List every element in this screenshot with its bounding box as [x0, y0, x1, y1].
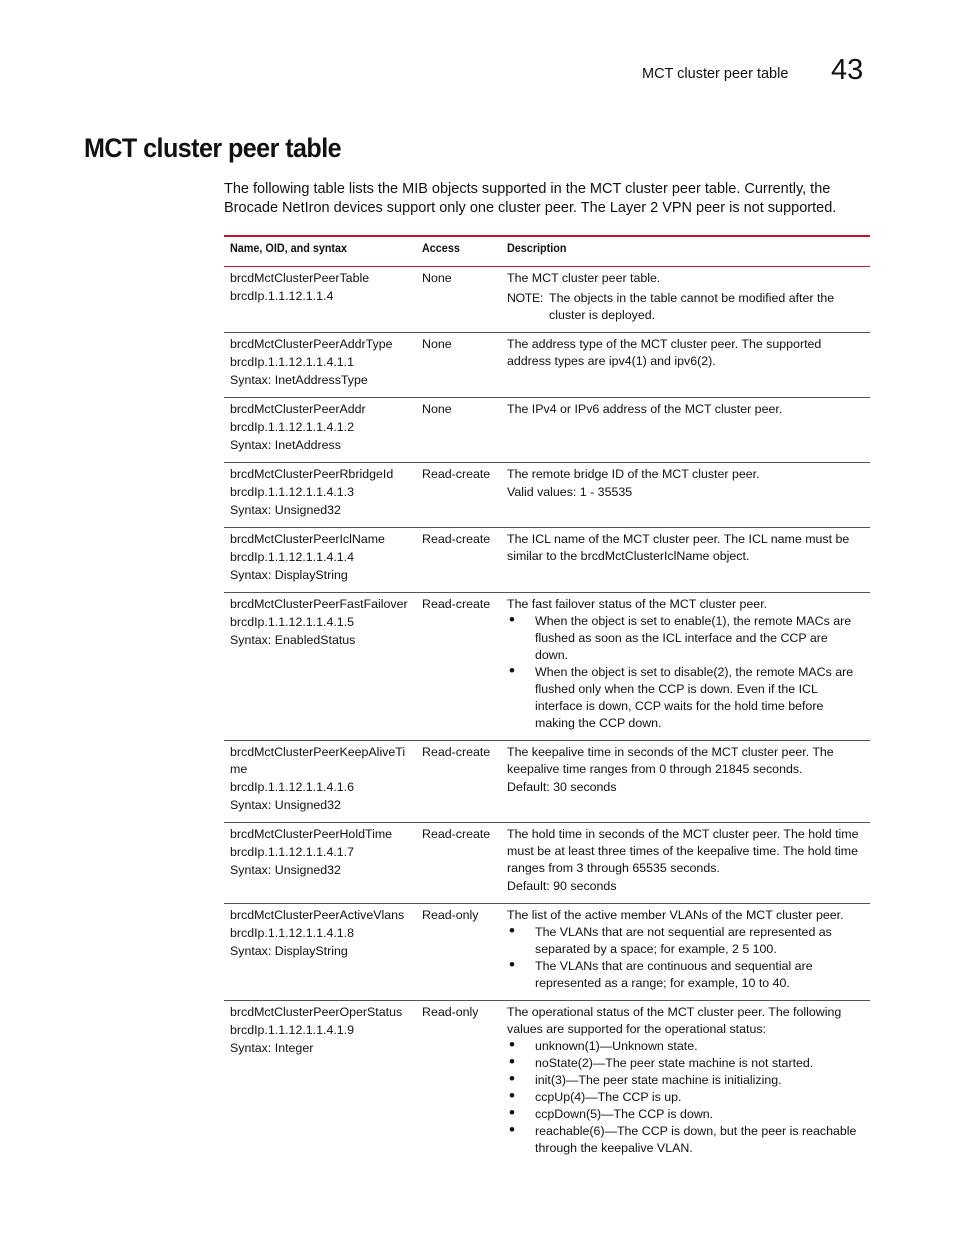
table-row — [224, 398, 870, 463]
mib-objects-table — [224, 235, 870, 1165]
cell-access — [416, 528, 501, 593]
cell-name-oid-syntax — [224, 904, 416, 1001]
description-text: The fast failover status of the MCT cluster peer. — [507, 597, 768, 611]
bullet-list — [507, 1038, 864, 1157]
object-oid: brcdIp.1.1.12.1.1.4.1.4 — [230, 550, 354, 564]
bullet-item: • unknown(1)—Unknown state. — [507, 1038, 864, 1055]
bullet-list — [507, 924, 864, 992]
object-name: brcdMctClusterPeerIclName — [230, 532, 385, 546]
object-name: brcdMctClusterPeerHoldTime — [230, 827, 393, 841]
object-oid: brcdIp.1.1.12.1.1.4.1.9 — [230, 1023, 354, 1037]
table-header-row — [224, 236, 870, 267]
object-oid: brcdIp.1.1.12.1.1.4.1.1 — [230, 355, 354, 369]
cell-access — [416, 267, 501, 333]
note — [507, 290, 864, 324]
cell-name-oid-syntax — [224, 398, 416, 463]
cell-name-oid-syntax — [224, 333, 416, 398]
description-text: The hold time in seconds of the MCT cluster peer. The hold time must be at least three times of the keepalive time. The hold time ranges from 3 through 65535 seconds. — [507, 827, 859, 875]
description-text: The list of the active member VLANs of the MCT cluster peer. — [507, 908, 844, 922]
note-label: NOTE: — [507, 291, 543, 305]
cell-description — [501, 904, 870, 1001]
object-oid: brcdIp.1.1.12.1.1.4.1.8 — [230, 926, 354, 940]
cell-description — [501, 398, 870, 463]
object-name: brcdMctClusterPeerActiveVlans — [230, 908, 405, 922]
cell-name-oid-syntax — [224, 741, 416, 823]
object-syntax: Syntax: DisplayString — [230, 568, 348, 582]
description-text: The MCT cluster peer table. — [507, 271, 661, 285]
running-header — [0, 56, 954, 92]
cell-access — [416, 823, 501, 904]
access-value: Read-create — [422, 532, 491, 546]
bullet-item: • ccpUp(4)—The CCP is up. — [507, 1089, 864, 1106]
table-body — [224, 267, 870, 1166]
cell-name-oid-syntax — [224, 593, 416, 741]
object-name: brcdMctClusterPeerOperStatus — [230, 1005, 403, 1019]
bullet-item: • The VLANs that are continuous and sequential are represented as a range; for example, 10 to 40. — [507, 958, 864, 992]
object-name: brcdMctClusterPeerFastFailover — [230, 597, 408, 611]
access-value: None — [422, 402, 452, 416]
object-name: brcdMctClusterPeerRbridgeId — [230, 467, 394, 481]
access-value: Read-only — [422, 1005, 479, 1019]
object-oid: brcdIp.1.1.12.1.1.4.1.6 — [230, 780, 354, 794]
table-row — [224, 823, 870, 904]
chapter-number: 43 — [831, 54, 864, 86]
access-value: None — [422, 271, 452, 285]
cell-access — [416, 593, 501, 741]
page-heading: MCT cluster peer table — [84, 133, 342, 163]
intro-paragraph: The following table lists the MIB objects supported in the MCT cluster peer table. Currently, the Brocade NetIron devices support only one cluster peer. The Layer 2 VPN peer is not supported. — [224, 181, 837, 216]
cell-access — [416, 1001, 501, 1166]
note-text: The objects in the table cannot be modified after the cluster is deployed. — [549, 291, 835, 322]
description-text: Default: 30 seconds — [507, 780, 617, 794]
object-name: brcdMctClusterPeerAddr — [230, 402, 366, 416]
cell-description — [501, 593, 870, 741]
table-row — [224, 463, 870, 528]
object-syntax: Syntax: InetAddressType — [230, 373, 368, 387]
cell-access — [416, 463, 501, 528]
object-name: brcdMctClusterPeerAddrType — [230, 337, 393, 351]
description-text: Valid values: 1 - 35535 — [507, 485, 633, 499]
object-syntax: Syntax: Unsigned32 — [230, 503, 341, 517]
cell-access — [416, 741, 501, 823]
cell-access — [416, 398, 501, 463]
object-syntax: Syntax: Unsigned32 — [230, 863, 341, 877]
object-oid: brcdIp.1.1.12.1.1.4 — [230, 289, 334, 303]
bullet-item: • When the object is set to disable(2), the remote MACs are flushed only when the CCP is down. Even if the ICL interface is down, CCP waits for the hold time before making the CCP down. — [507, 664, 864, 732]
bullet-item: • When the object is set to enable(1), the remote MACs are flushed as soon as the ICL interface and the CCP are down. — [507, 613, 864, 664]
object-syntax: Syntax: Unsigned32 — [230, 798, 341, 812]
cell-name-oid-syntax — [224, 463, 416, 528]
description-text: The remote bridge ID of the MCT cluster peer. — [507, 467, 760, 481]
column-header-name: Name, OID, and syntax — [224, 236, 416, 267]
table-row — [224, 904, 870, 1001]
bullet-item: • The VLANs that are not sequential are represented as separated by a space; for example, 2 5 100. — [507, 924, 864, 958]
table-row — [224, 593, 870, 741]
object-oid: brcdIp.1.1.12.1.1.4.1.7 — [230, 845, 354, 859]
bullet-item: • init(3)—The peer state machine is initializing. — [507, 1072, 864, 1089]
cell-description — [501, 741, 870, 823]
access-value: Read-only — [422, 908, 479, 922]
column-header-access: Access — [416, 236, 501, 267]
cell-name-oid-syntax — [224, 823, 416, 904]
cell-description — [501, 1001, 870, 1166]
object-oid: brcdIp.1.1.12.1.1.4.1.3 — [230, 485, 354, 499]
object-syntax: Syntax: DisplayString — [230, 944, 348, 958]
access-value: None — [422, 337, 452, 351]
running-title: MCT cluster peer table — [642, 66, 789, 82]
cell-name-oid-syntax — [224, 267, 416, 333]
cell-access — [416, 333, 501, 398]
access-value: Read-create — [422, 467, 491, 481]
bullet-item: • reachable(6)—The CCP is down, but the peer is reachable through the keepalive VLAN. — [507, 1123, 864, 1157]
access-value: Read-create — [422, 745, 491, 759]
table-row — [224, 1001, 870, 1166]
cell-name-oid-syntax — [224, 1001, 416, 1166]
description-text: The IPv4 or IPv6 address of the MCT cluster peer. — [507, 402, 783, 416]
table-row — [224, 741, 870, 823]
cell-description — [501, 267, 870, 333]
description-text: Default: 90 seconds — [507, 879, 617, 893]
object-name: brcdMctClusterPeerTable — [230, 271, 370, 285]
object-syntax: Syntax: EnabledStatus — [230, 633, 356, 647]
table-row — [224, 267, 870, 333]
description-text: The operational status of the MCT cluster peer. The following values are supported for the operational status: — [507, 1005, 842, 1036]
object-oid: brcdIp.1.1.12.1.1.4.1.5 — [230, 615, 354, 629]
cell-access — [416, 904, 501, 1001]
description-text: The ICL name of the MCT cluster peer. The ICL name must be similar to the brcdMctClusterIclName object. — [507, 532, 850, 563]
cell-description — [501, 463, 870, 528]
cell-description — [501, 528, 870, 593]
object-syntax: Syntax: InetAddress — [230, 438, 341, 452]
description-text: The keepalive time in seconds of the MCT cluster peer. The keepalive time ranges from 0 through 21845 seconds. — [507, 745, 834, 776]
bullet-item: • noState(2)—The peer state machine is not started. — [507, 1055, 864, 1072]
object-syntax: Syntax: Integer — [230, 1041, 314, 1055]
bullet-item: • ccpDown(5)—The CCP is down. — [507, 1106, 864, 1123]
column-header-description: Description — [501, 236, 870, 267]
table-row — [224, 528, 870, 593]
access-value: Read-create — [422, 597, 491, 611]
cell-description — [501, 333, 870, 398]
table-row — [224, 333, 870, 398]
cell-name-oid-syntax — [224, 528, 416, 593]
object-oid: brcdIp.1.1.12.1.1.4.1.2 — [230, 420, 354, 434]
cell-description — [501, 823, 870, 904]
access-value: Read-create — [422, 827, 491, 841]
description-text: The address type of the MCT cluster peer. The supported address types are ipv4(1) and ipv6(2). — [507, 337, 822, 368]
object-name: brcdMctClusterPeerKeepAliveTi me — [230, 745, 406, 776]
bullet-list — [507, 613, 864, 732]
